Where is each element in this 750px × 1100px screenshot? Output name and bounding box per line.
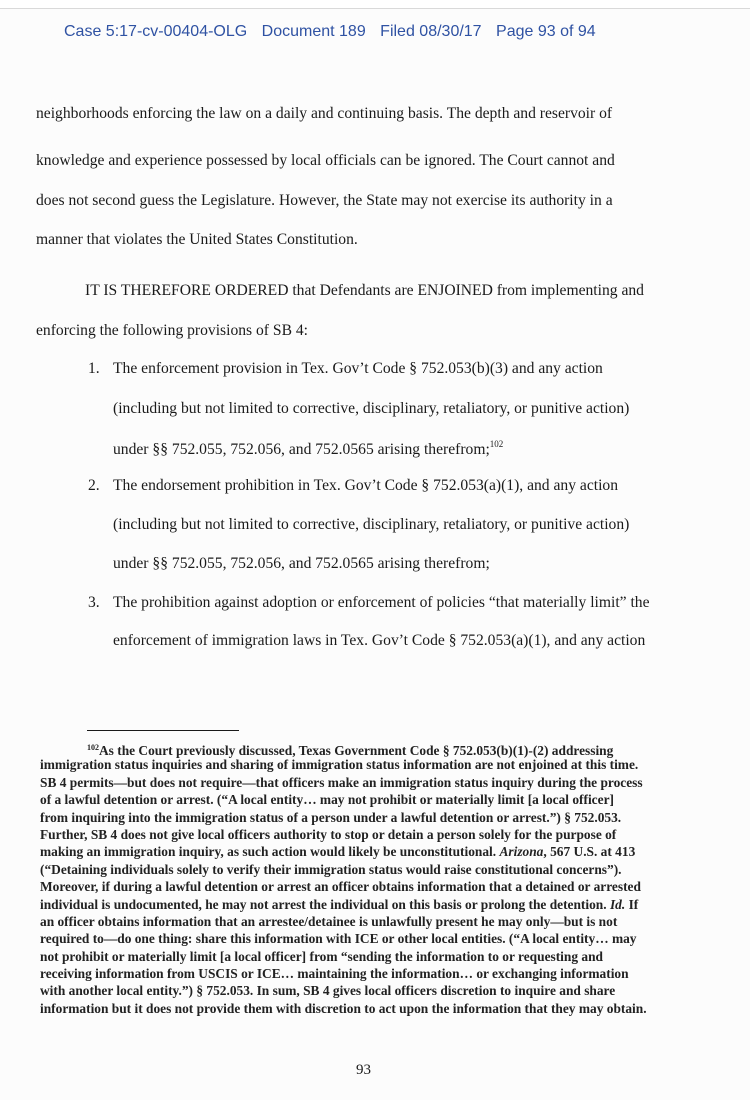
footnote-line: Further, SB 4 does not give local officers authority to stop or detain a person solely for the purpose of	[40, 826, 617, 842]
list-item-line: (including but not limited to corrective, disciplinary, retaliatory, or punitive action)	[113, 400, 630, 417]
footnote-line: information but it does not provide them with discretion to act upon the information that they may obtain.	[40, 1000, 647, 1016]
case-header	[64, 23, 606, 41]
body-line: neighborhoods enforcing the law on a daily and continuing basis. The depth and reservoir of	[36, 105, 613, 122]
list-item-line: under §§ 752.055, 752.056, and 752.0565 arising therefrom;	[113, 555, 490, 572]
case-number: Case 5:17-cv-00404-OLG	[64, 23, 248, 40]
list-item-number: 3.	[88, 594, 100, 611]
footnote-divider	[87, 730, 239, 731]
footnote-text: making an immigration inquiry, as such action would likely be unconstitutional.	[40, 844, 500, 860]
body-line: knowledge and experience possessed by local officials can be ignored. The Court cannot and	[36, 152, 615, 169]
footnote-ref[interactable]: 102	[489, 439, 504, 449]
body-line: does not second guess the Legislature. However, the State may not exercise its authority in a	[36, 192, 613, 209]
footnote-text: , 567 U.S. at 413	[543, 844, 636, 860]
order-line: IT IS THEREFORE ORDERED that Defendants are ENJOINED from implementing and	[85, 282, 644, 299]
footnote-text: individual is undocumented, he may not arrest the individual on this basis or prolong the detention.	[40, 896, 610, 912]
footnote-line: with another local entity.”) § 752.053. In sum, SB 4 gives local officers discretion to inquire and share	[40, 983, 616, 999]
case-citation: Id.	[609, 896, 626, 912]
footnote-text: If	[625, 896, 639, 912]
footnote-line: (“Detaining individuals solely to verify their immigration status would raise constitutional concerns”).	[40, 861, 622, 877]
page-number: 93	[356, 1062, 371, 1078]
footnote-line: from inquiring into the immigration status of a person under a lawful detention or arrest.”) § 752.053.	[40, 809, 622, 825]
footnote-line: not prohibit or materially limit [a local officer] from “sending the information to or requesting and	[40, 948, 603, 964]
footnote-line: immigration status inquiries and sharing of immigration status information are not enjoined at this time.	[40, 757, 639, 773]
list-item-line: The enforcement provision in Tex. Gov’t Code § 752.053(b)(3) and any action	[113, 360, 603, 377]
page-of: Page 93 of 94	[496, 23, 596, 40]
footnote-line	[40, 896, 700, 913]
document-number: Document 189	[261, 23, 366, 40]
list-item-line: enforcement of immigration laws in Tex. Gov’t Code § 752.053(a)(1), and any action	[113, 632, 646, 649]
footnote	[40, 739, 700, 1017]
order-line: enforcing the following provisions of SB 4:	[36, 322, 308, 339]
footnote-line: Moreover, if during a lawful detention or arrest an officer obtains information that a detained or arrested	[40, 879, 641, 895]
case-citation: Arizona	[499, 844, 544, 860]
footnote-line: required to—do one thing: share this information with ICE or other local entities. (“A local entity… may	[40, 931, 637, 947]
footnote-line: an officer obtains information that an arrestee/detainee is unlawfully present he may only—but is not	[40, 913, 618, 929]
document-page	[0, 8, 750, 1100]
footnote-line	[40, 843, 700, 860]
footnote-line	[40, 739, 700, 756]
list-item-number: 1.	[88, 360, 100, 377]
footnote-line: of a lawful detention or arrest. (“A local entity… may not prohibit or materially limit [a local officer]	[40, 792, 614, 808]
list-item-number: 2.	[88, 477, 100, 494]
footnote-line: receiving information from USCIS or ICE… maintaining the information… or exchanging information	[40, 966, 629, 982]
list-item-line: The endorsement prohibition in Tex. Gov’t Code § 752.053(a)(1), and any action	[113, 477, 619, 494]
filed-date: Filed 08/30/17	[380, 23, 482, 40]
list-item-line	[113, 439, 503, 459]
list-item-line: (including but not limited to corrective, disciplinary, retaliatory, or punitive action)	[113, 516, 630, 533]
body-line: manner that violates the United States Constitution.	[36, 231, 358, 248]
footnote-number: 102	[87, 743, 99, 752]
footnote-text: As the Court previously discussed, Texas Government Code § 752.053(b)(1)-(2) addressing	[99, 743, 614, 758]
list-item-line: The prohibition against adoption or enforcement of policies “that materially limit” the	[113, 594, 650, 611]
list-item-text: under §§ 752.055, 752.056, and 752.0565 arising therefrom;	[113, 441, 490, 458]
footnote-line: SB 4 permits—but does not require—that officers make an immigration status inquiry during the process	[40, 774, 643, 790]
